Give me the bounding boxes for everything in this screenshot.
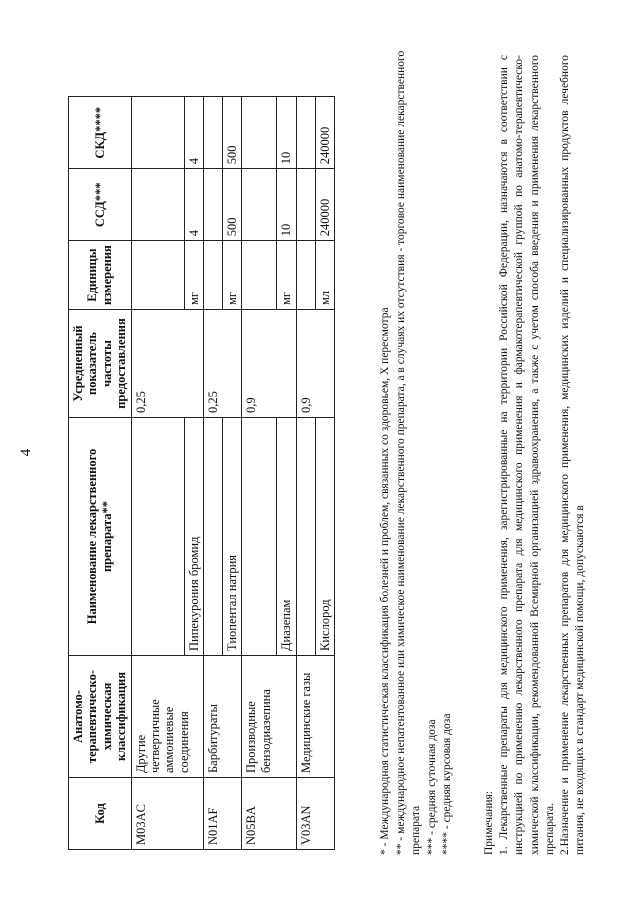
cell-unit: мл bbox=[315, 241, 334, 310]
cell-skd: 10 bbox=[277, 97, 296, 169]
table-row bbox=[296, 97, 315, 850]
cell-code: N05BA bbox=[242, 778, 296, 850]
footnote: **** - средняя курсовая доза bbox=[441, 713, 454, 855]
footnote: *** - средняя суточная доза bbox=[425, 719, 438, 855]
cell-skd: 500 bbox=[222, 97, 241, 169]
cell-freq: 0,9 bbox=[242, 310, 296, 418]
header-unit: Единицы измерения bbox=[69, 241, 132, 310]
cell-ssd: 10 bbox=[277, 169, 296, 241]
cell-drug: Кислород bbox=[315, 418, 334, 656]
cell-ssd: 500 bbox=[222, 169, 241, 241]
cell-atc: Производные бензодиазепина bbox=[242, 656, 296, 778]
table-row bbox=[131, 97, 184, 850]
cell-freq: 0,25 bbox=[131, 310, 203, 418]
cell-unit: мг bbox=[184, 241, 203, 310]
cell-freq: 0,25 bbox=[203, 310, 241, 418]
cell-atc: Медицинские газы bbox=[296, 656, 334, 778]
header-ssd: ССД*** bbox=[69, 169, 132, 241]
cell-atc: Другие четвертичные аммониевые соединения bbox=[131, 656, 203, 778]
cell-skd: 240000 bbox=[315, 97, 334, 169]
footnotes bbox=[378, 35, 456, 855]
footnote: ** - международное непатентованное или химическое наименование лекарственного препарата, а в случаях их отсутствия - торговое наименование лекарственного препарата bbox=[394, 50, 423, 855]
cell-ssd: 4 bbox=[184, 169, 203, 241]
cell-drug: Тиопентал натрия bbox=[222, 418, 241, 656]
cell-drug: Пипекурония бромид bbox=[184, 418, 203, 656]
remarks bbox=[482, 55, 588, 855]
cell-code: V03AN bbox=[296, 778, 334, 850]
cell-atc: Барбитураты bbox=[203, 656, 241, 778]
header-code: Код bbox=[69, 778, 132, 850]
header-skd: СКД**** bbox=[69, 97, 132, 169]
remark-item: 2.Назначение и применение лекарственных препаратов для медицинского применения, медицинских изделий и специализированных продуктов лечебного питания, не входящих в стандарт медицинской помощи, допускаются в bbox=[558, 55, 587, 855]
drug-table bbox=[68, 96, 335, 850]
header-freq: Усредненный показатель частоты предоставления bbox=[69, 310, 132, 418]
header-atc: Анатомо-терапевтическо-химическая классификация bbox=[69, 656, 132, 778]
cell-code: N01AF bbox=[203, 778, 241, 850]
cell-unit: мг bbox=[222, 241, 241, 310]
cell-freq: 0,9 bbox=[296, 310, 334, 418]
cell-unit: мг bbox=[277, 241, 296, 310]
table-header-row bbox=[69, 97, 132, 850]
cell-ssd: 240000 bbox=[315, 169, 334, 241]
table-row bbox=[203, 97, 222, 850]
remarks-title: Примечания: bbox=[483, 791, 495, 855]
footnote: * - Международная статистическая классификация болезней и проблем, связанных со здоровьем, X пересмотра bbox=[379, 307, 391, 855]
cell-drug: Диазепам bbox=[277, 418, 296, 656]
table-row bbox=[242, 97, 277, 850]
cell-code: M03AC bbox=[131, 778, 203, 850]
page-number: 4 bbox=[18, 448, 34, 457]
cell-skd: 4 bbox=[184, 97, 203, 169]
header-drug: Наименование лекарственного препарата** bbox=[69, 418, 132, 656]
remark-item: 1. Лекарственные препараты для медицинского применения, зарегистрированные на территории Российской Федерации, назначаются в соответствии с инструкцией по применению лекарственного препарата для медицинского применения и фармакотерапевтической группой по анатомо-терапевтическо-химической классификации, рекомендованной Всемирной организацией здравоохранения, а также с учетом способа введения и применения лекарственного препарата. bbox=[498, 55, 556, 855]
